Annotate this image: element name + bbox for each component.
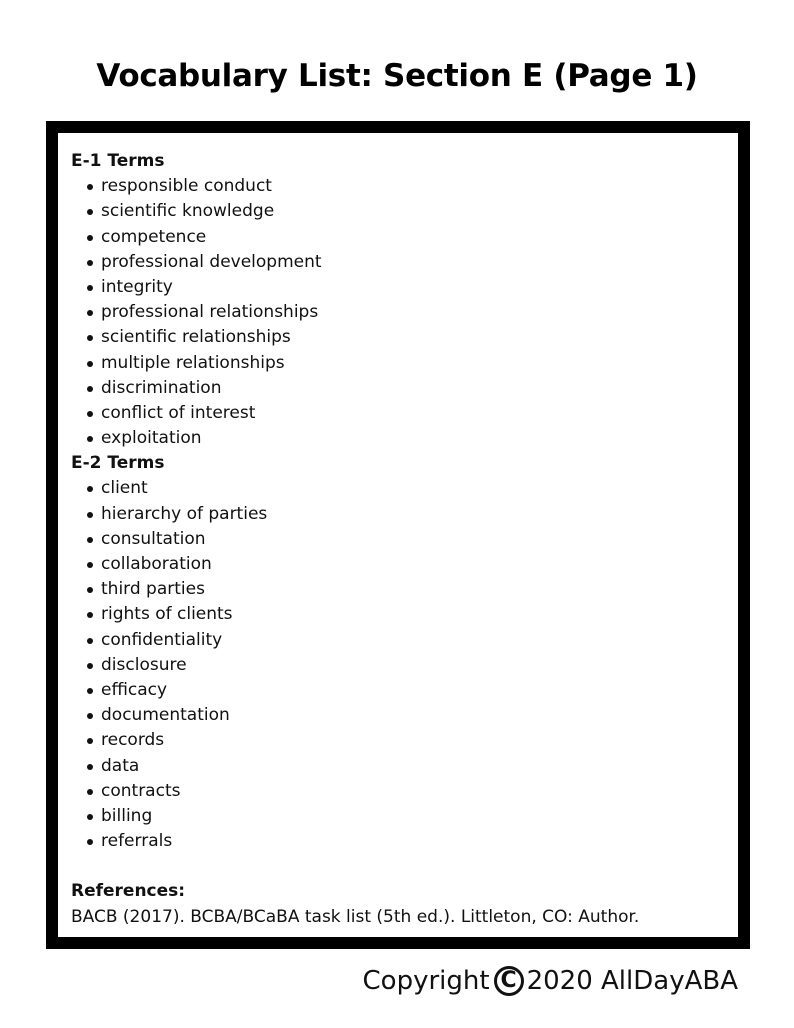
- bullet-icon: [87, 436, 93, 442]
- term-label: third parties: [101, 579, 205, 600]
- list-item: [71, 502, 725, 527]
- list-item: [71, 728, 725, 753]
- term-label: confidentiality: [101, 629, 223, 650]
- term-label: rights of clients: [101, 604, 233, 625]
- list-item: [71, 401, 725, 426]
- page-title: Vocabulary List: Section E (Page 1): [96, 58, 698, 94]
- bullet-icon: [87, 411, 93, 417]
- bullet-icon: [87, 713, 93, 719]
- term-label: integrity: [101, 276, 173, 297]
- bullet-icon: [87, 260, 93, 266]
- list-item: [71, 476, 725, 501]
- bullet-icon: [87, 612, 93, 618]
- list-item: [71, 602, 725, 627]
- list-item: [71, 804, 725, 829]
- term-label: professional development: [101, 251, 322, 272]
- term-label: collaboration: [101, 554, 212, 574]
- references-heading: References:: [71, 881, 186, 902]
- bullet-icon: [87, 562, 93, 568]
- term-label: consultation: [101, 528, 206, 549]
- bullet-icon: [87, 285, 93, 291]
- list-item: [71, 325, 725, 350]
- list-item: [71, 426, 725, 451]
- list-item: [71, 300, 725, 325]
- term-list-e2: [71, 476, 725, 854]
- list-item: [71, 653, 725, 678]
- term-label: professional relationships: [101, 302, 319, 323]
- section-heading-e1: E-1 Terms: [71, 151, 165, 171]
- bullet-icon: [87, 587, 93, 593]
- bullet-icon: [87, 386, 93, 392]
- copyright-footer: [363, 966, 738, 996]
- spacer: [71, 854, 725, 879]
- term-label: multiple relationships: [101, 352, 285, 373]
- list-item: [71, 376, 725, 401]
- bullet-icon: [87, 814, 93, 820]
- list-item: [71, 754, 725, 779]
- list-item: [71, 199, 725, 224]
- term-label: hierarchy of parties: [101, 503, 268, 524]
- term-label: disclosure: [101, 654, 187, 675]
- term-label: conflict of interest: [101, 402, 256, 423]
- term-label: exploitation: [101, 428, 202, 449]
- bullet-icon: [87, 512, 93, 518]
- references-citation: BACB (2017). BCBA/BCaBA task list (5th ed.). Littleton, CO: Author.: [71, 906, 640, 927]
- list-item: [71, 275, 725, 300]
- copyright-owner: 2020 AllDayABA: [526, 966, 738, 996]
- bullet-icon: [87, 839, 93, 845]
- bullet-icon: [87, 209, 93, 215]
- term-label: client: [101, 478, 148, 499]
- list-item: [71, 703, 725, 728]
- bullet-icon: [87, 335, 93, 341]
- list-item: [71, 829, 725, 854]
- term-list-e1: [71, 174, 725, 451]
- list-item: [71, 628, 725, 653]
- list-item: [71, 250, 725, 275]
- list-item: [71, 351, 725, 376]
- term-label: scientific relationships: [101, 327, 291, 348]
- term-label: documentation: [101, 705, 230, 726]
- term-label: competence: [101, 226, 207, 247]
- list-item: [71, 779, 725, 804]
- bullet-icon: [87, 486, 93, 492]
- list-item: [71, 225, 725, 250]
- vocabulary-content: [71, 149, 725, 930]
- list-item: [71, 527, 725, 552]
- term-label: referrals: [101, 831, 173, 852]
- list-item: [71, 552, 725, 577]
- bullet-icon: [87, 764, 93, 770]
- term-label: scientific knowledge: [101, 201, 275, 222]
- bullet-icon: [87, 361, 93, 367]
- bullet-icon: [87, 789, 93, 795]
- bullet-icon: [87, 638, 93, 644]
- term-label: records: [101, 730, 165, 751]
- bullet-icon: [87, 184, 93, 190]
- bullet-icon: [87, 688, 93, 694]
- list-item: [71, 174, 725, 199]
- vocabulary-box: [46, 121, 750, 949]
- copyright-icon: C: [494, 966, 524, 996]
- term-label: discrimination: [101, 377, 222, 398]
- list-item: [71, 577, 725, 602]
- bullet-icon: [87, 738, 93, 744]
- bullet-icon: [87, 235, 93, 241]
- term-label: efficacy: [101, 679, 168, 700]
- list-item: [71, 678, 725, 703]
- term-label: data: [101, 755, 140, 776]
- bullet-icon: [87, 663, 93, 669]
- section-heading-e2: E-2 Terms: [71, 453, 165, 474]
- bullet-icon: [87, 310, 93, 316]
- bullet-icon: [87, 537, 93, 543]
- term-label: contracts: [101, 780, 181, 801]
- term-label: responsible conduct: [101, 176, 272, 197]
- term-label: billing: [101, 805, 153, 826]
- copyright-word: Copyright: [362, 966, 490, 996]
